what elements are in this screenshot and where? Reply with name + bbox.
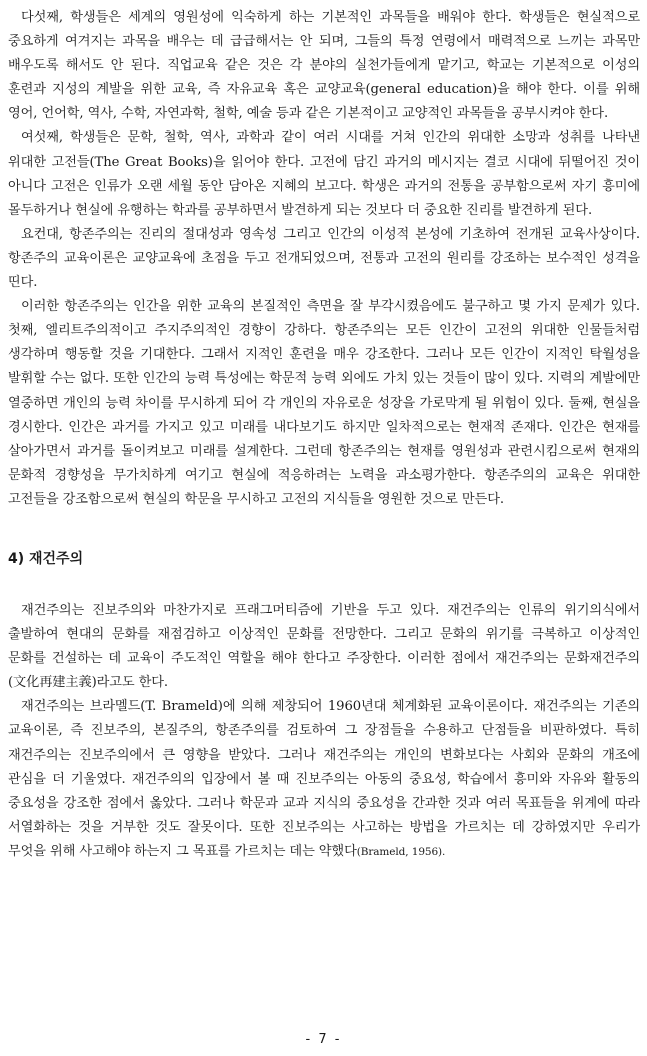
paragraph-fifth-principle: 다섯째, 학생들은 세계의 영원성에 익숙하게 하는 기본적인 과목들을 배워야 한다. 학생들은 현실적으로 중요하게 여겨지는 과목을 배우는 데 급급해서는 안 되며, 그들의 특정 연령에서 매력적으로 느끼는 과목만 배우도록 해서도 안 된다. 직업교육 같은 것은 각 분야의 실천가들에게 맡기고, 학교는 기본적으로 이성의 훈련과 지성의 계발을 위한 교육, 즉 자유교육 혹은 교양교육(general education)을 해야 한다. 이를 위해 영어, 언어학, 역사, 수학, 자연과학, 철학, 예술 등과 같은 기본적이고 교양적인 과목들을 공부시켜야 한다. xyxy=(8,10,640,122)
paragraph-perennialism-summary: 요컨대, 항존주의는 진리의 절대성과 영속성 그리고 인간의 이성적 본성에 기초하여 전개된 교육사상이다. 항존주의 교육이론은 교양교육에 초점을 두고 전개되었으며, 전통과 고전의 원리를 강조하는 보수적인 성격을 띤다. xyxy=(8,226,640,291)
section-body xyxy=(8,599,640,864)
paragraph-text: 재건주의는 브라멜드(T. Brameld)에 의해 제창되어 1960년대 체계화된 교육이론이다. 재건주의는 기존의 교육이론, 즉 진보주의, 본질주의, 항존주의를 검토하여 그 장점들을 수용하고 단점들을 비판하였다. 특히 재건주의는 진보주의에서 큰 영향을 받았다. 그러나 재건주의는 개인의 변화보다는 사회와 문화의 개조에 관심을 더 기울였다. 재건주의의 입장에서 볼 때 진보주의는 아동의 중요성, 학습에서 흥미와 자유와 활동의 중요성을 강조한 점에서 옳았다. 그러나 학문과 교과 지식의 중요성을 간과한 것과 여러 목표들을 위계에 따라 서열화하는 것을 거부한 것도 잘못이다. 또한 진보주의는 사고하는 방법을 가르치는 데 강하였지만 우리가 무엇을 위해 사고해야 하는지 그 목표를 가르치는 데는 약했다 xyxy=(8,699,640,859)
document-page xyxy=(8,6,640,864)
paragraph-sixth-principle: 여섯째, 학생들은 문학, 철학, 역사, 과학과 같이 여러 시대를 거쳐 인간의 위대한 소망과 성취를 나타낸 위대한 고전들(The Great Books)을 읽어야 한다. 고전에 담긴 과거의 메시지는 결코 시대에 뒤떨어진 것이 아니다 고전은 인류가 오랜 세월 동안 담아온 지혜의 보고다. 학생은 과거의 전통을 공부함으로써 자기 흥미에 몰두하거나 현실에 유행하는 학과를 공부하면서 발견하게 되는 것보다 더 중요한 진리를 발견하게 된다. xyxy=(8,130,640,218)
paragraph-perennialism-critique: 이러한 항존주의는 인간을 위한 교육의 본질적인 측면을 잘 부각시켰음에도 불구하고 몇 가지 문제가 있다. 첫째, 엘리트주의적이고 주지주의적인 경향이 강하다. 항존주의는 모든 인간이 고전의 위대한 인물들처럼 생각하며 행동할 것을 기대한다. 그래서 지적인 훈련을 매우 강조한다. 그러나 모든 인간이 지적인 탁월성을 발휘할 수는 없다. 또한 인간의 능력 특성에는 학문적 능력 외에도 가치 있는 것들이 많이 있다. 지력의 계발에만 열중하면 개인의 능력 차이를 무시하게 되어 각 개인의 자유로운 성장을 가로막게 될 위험이 있다. 둘째, 현실을 경시한다. 인간은 과거를 가지고 있고 미래를 내다보기도 하지만 일차적으로는 현재적 존재다. 인간은 현재를 살아가면서 과거를 돌이켜보고 미래를 설계한다. 그런데 항존주의는 현재를 영원성과 관련시킴으로써 현재의 문화적 경향성을 무가치하게 여기고 현실에 적응하려는 노력을 과소평가한다. 항존주의의 교육은 위대한 고전들을 강조함으로써 현실의 학문을 무시하고 고전의 지식들을 영원한 것으로 만든다. xyxy=(8,299,640,507)
section-heading-reconstructionism: 4) 재건주의 xyxy=(8,550,84,567)
paragraph-reconstructionism-brameld xyxy=(8,695,640,864)
citation: (Brameld, 1956). xyxy=(356,845,446,858)
paragraph-reconstructionism-intro: 재건주의는 진보주의와 마찬가지로 프래그머티즘에 기반을 두고 있다. 재건주의는 인류의 위기의식에서 출발하여 현대의 문화를 재점검하고 이상적인 문화를 전망한다. 그리고 문화의 위기를 극복하고 이상적인 문화를 건설하는 데 교육이 주도적인 역할을 해야 한다고 주장한다. 이러한 점에서 재건주의는 문화재건주의(文化再建主義)라고도 한다. xyxy=(8,602,640,691)
page-number: - 7 - xyxy=(305,1032,342,1047)
